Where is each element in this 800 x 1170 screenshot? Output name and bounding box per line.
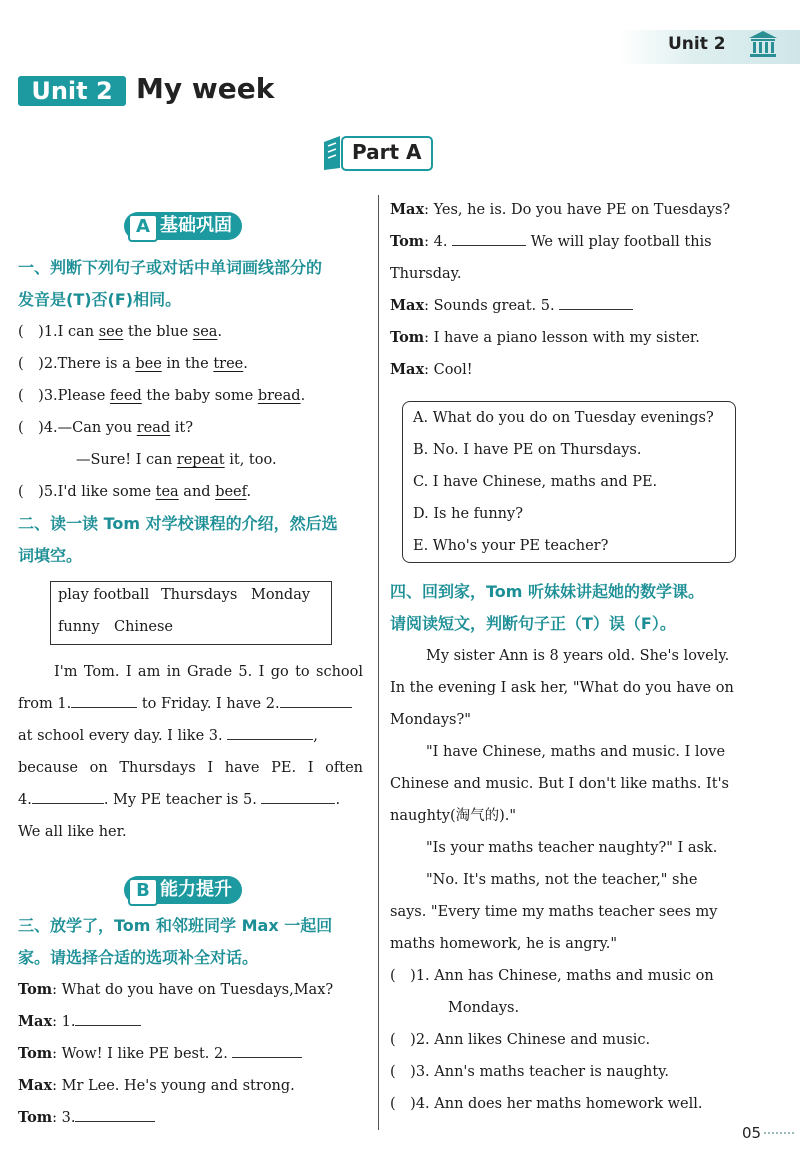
section-b-badge (124, 876, 242, 904)
word-option: Chinese (114, 619, 174, 635)
dialog-line (390, 226, 742, 258)
answer-bracket[interactable]: ( ) (18, 324, 44, 340)
q4-item-continued: Mondays. (448, 1000, 520, 1016)
blank-4[interactable] (452, 227, 526, 246)
option-b: B. No. I have PE on Thursdays. (413, 442, 642, 458)
dialog-line (18, 1006, 368, 1038)
q4-item (390, 1088, 742, 1120)
dialog-line (390, 290, 742, 322)
text: the baby some (141, 388, 258, 404)
q1-item-continued (18, 444, 368, 476)
text: What do you have on Tuesdays,Max? (61, 982, 334, 998)
text: I'd like some (57, 484, 156, 500)
text: We all like her. (18, 824, 127, 840)
underlined-word: beef (215, 484, 247, 500)
speaker: Tom (18, 981, 53, 998)
text: . (246, 484, 252, 500)
section-b-letter: B (128, 878, 158, 906)
blank-3[interactable] (227, 721, 313, 740)
page-number: 05 (742, 1124, 762, 1142)
page-title: My week (136, 72, 275, 105)
dialog-line (18, 1070, 368, 1102)
text: I'm Tom. I am in Grade 5. I go to school (54, 664, 363, 680)
blank-4[interactable] (32, 785, 104, 804)
blank-1[interactable] (71, 689, 137, 708)
speaker: Max (390, 201, 425, 218)
speaker: Max (390, 361, 425, 378)
passage-line: says. "Every time my maths teacher sees my (390, 904, 718, 920)
text: 4. (433, 234, 448, 250)
text: in the (161, 356, 214, 372)
word-option: Thursdays (161, 587, 238, 603)
answer-bracket[interactable]: ( ) (390, 1032, 416, 1048)
text: it, too. (224, 452, 277, 468)
text: 3. (61, 1110, 76, 1126)
speaker: Tom (18, 1109, 53, 1126)
speaker: Tom (390, 329, 425, 346)
passage-line (18, 816, 363, 848)
underlined-word: tea (155, 484, 179, 500)
underlined-word: repeat (176, 452, 225, 468)
section-a-letter: A (128, 214, 158, 242)
text: because on Thursdays I have PE. I often (18, 760, 363, 776)
q3-dialog-right (390, 194, 742, 386)
colon: : (52, 1046, 62, 1062)
colon: : (52, 1078, 62, 1094)
option-e: E. Who's your PE teacher? (413, 538, 609, 554)
q4-heading-line1: 四、回到家，Tom 听妹妹讲起她的数学课。 (390, 582, 705, 601)
passage-line: "No. It's maths, not the teacher," she (426, 872, 698, 888)
text: I can (57, 324, 99, 340)
passage-line (18, 656, 363, 688)
option-d: D. Is he funny? (413, 506, 523, 522)
text: . (243, 356, 248, 372)
underlined-word: see (98, 324, 124, 340)
underlined-word: bee (135, 356, 162, 372)
passage-line: naughty(淘气的)." (390, 808, 517, 824)
underlined-word: read (136, 420, 171, 436)
word-box (50, 581, 332, 645)
text: from 1. (18, 696, 72, 712)
option-a: A. What do you do on Tuesday evenings? (413, 410, 714, 426)
passage-line: maths homework, he is angry." (390, 936, 618, 952)
text: and (178, 484, 216, 500)
answer-bracket[interactable]: ( ) (18, 484, 44, 500)
text: it? (170, 420, 194, 436)
dialog-line (18, 1102, 368, 1134)
q2-heading-line2: 词填空。 (18, 546, 83, 565)
q3-heading-line2: 家。请选择合适的选项补全对话。 (18, 948, 259, 967)
answer-bracket[interactable]: ( ) (390, 1064, 416, 1080)
item-number: 3. (43, 388, 58, 404)
item-text: 1. Ann has Chinese, maths and music on (415, 968, 714, 984)
text: —Sure! I can (76, 452, 177, 468)
q1-item (18, 348, 368, 380)
passage-line: "Is your maths teacher naughty?" I ask. (426, 840, 718, 856)
answer-bracket[interactable]: ( ) (18, 356, 44, 372)
part-label: Part A (352, 140, 422, 164)
passage-line: My sister Ann is 8 years old. She's lovely. (426, 648, 730, 664)
text: the blue (123, 324, 193, 340)
colon: : (424, 234, 434, 250)
answer-bracket[interactable]: ( ) (390, 1096, 416, 1112)
building-icon (748, 30, 778, 58)
unit-tab: Unit 2 (668, 34, 726, 54)
text: Mr Lee. He's young and strong. (61, 1078, 295, 1094)
answer-bracket[interactable]: ( ) (18, 420, 44, 436)
q1-heading-line1: 一、判断下列句子或对话中单词画线部分的 (18, 258, 323, 277)
q1-block (18, 252, 368, 572)
text: Sounds great. 5. (433, 298, 555, 314)
word-option: Monday (251, 587, 311, 603)
q4-heading-line2: 请阅读短文，判断句子正（T）误（F）。 (390, 614, 676, 633)
passage-line: "I have Chinese, maths and music. I love (426, 744, 726, 760)
text: —Can you (57, 420, 137, 436)
speaker: Max (18, 1013, 53, 1030)
dialog-line (390, 322, 742, 354)
dialog-line (390, 354, 742, 386)
text: to Friday. I have 2. (141, 696, 280, 712)
page-number-rule (764, 1132, 794, 1134)
passage-line (18, 688, 363, 720)
q2-heading-line1: 二、读一读 Tom 对学校课程的介绍，然后选 (18, 514, 338, 533)
text: . (217, 324, 223, 340)
answer-bracket[interactable]: ( ) (390, 968, 416, 984)
passage-line: Chinese and music. But I don't like maths. It's (390, 776, 729, 792)
word-option: funny (58, 619, 100, 635)
text: 1. (61, 1014, 76, 1030)
column-divider (378, 195, 379, 1130)
section-b-label: 能力提升 (160, 879, 232, 900)
speaker: Max (390, 297, 425, 314)
q4-block (390, 576, 742, 1120)
colon: : (424, 362, 434, 378)
blank-2[interactable] (280, 689, 352, 708)
passage-line: Mondays?" (390, 712, 471, 728)
blank-5[interactable] (261, 785, 335, 804)
colon: : (52, 982, 62, 998)
text: 4. (18, 792, 32, 808)
dialog-line (390, 194, 742, 226)
blank-2[interactable] (232, 1039, 302, 1058)
item-number: 4. (43, 420, 58, 436)
item-number: 1. (43, 324, 58, 340)
options-box (402, 401, 736, 563)
text: There is a (57, 356, 136, 372)
item-text: 2. Ann likes Chinese and music. (415, 1032, 651, 1048)
item-number: 2. (43, 356, 58, 372)
q2-passage (18, 656, 363, 848)
passage-line (18, 752, 363, 784)
dialog-line (390, 258, 742, 290)
text: at school every day. I like 3. (18, 728, 223, 744)
text: , (313, 728, 318, 744)
q1-item (18, 316, 368, 348)
colon: : (52, 1014, 62, 1030)
speaker: Max (18, 1077, 53, 1094)
passage-line (18, 720, 363, 752)
text: We will play football this (530, 234, 712, 250)
q4-item (390, 1056, 742, 1088)
option-c: C. I have Chinese, maths and PE. (413, 474, 658, 490)
q4-item (390, 1024, 742, 1056)
q3-block (18, 910, 368, 1134)
text: Cool! (433, 362, 473, 378)
text: . My PE teacher is 5. (103, 792, 257, 808)
dialog-line (18, 1038, 368, 1070)
underlined-word: bread (257, 388, 301, 404)
text: . (300, 388, 306, 404)
underlined-word: feed (109, 388, 142, 404)
text: Wow! I like PE best. 2. (61, 1046, 228, 1062)
passage-line: In the evening I ask her, "What do you have on (390, 680, 734, 696)
q3-heading-line1: 三、放学了，Tom 和邻班同学 Max 一起回 (18, 916, 333, 935)
blank-5[interactable] (559, 291, 633, 310)
colon: : (424, 202, 434, 218)
text: . (335, 792, 341, 808)
item-text: 4. Ann does her maths homework well. (415, 1096, 703, 1112)
blank-1[interactable] (75, 1007, 141, 1026)
q1-item (18, 476, 368, 508)
text: Yes, he is. Do you have PE on Tuesdays? (433, 202, 731, 218)
section-a-label: 基础巩固 (160, 215, 232, 236)
item-number: 5. (43, 484, 58, 500)
q1-heading-line2: 发音是(T)否(F)相同。 (18, 290, 182, 309)
unit-label: Unit 2 (18, 76, 126, 106)
text: Thursday. (390, 266, 462, 282)
speaker: Tom (390, 233, 425, 250)
word-option: play football (58, 587, 150, 603)
blank-3[interactable] (75, 1103, 155, 1122)
colon: : (424, 330, 434, 346)
text: I have a piano lesson with my sister. (433, 330, 700, 346)
passage-line (18, 784, 363, 816)
colon: : (424, 298, 434, 314)
q4-item (390, 960, 742, 992)
section-a-badge (124, 212, 242, 240)
dialog-line (18, 974, 368, 1006)
text: Please (57, 388, 110, 404)
answer-bracket[interactable]: ( ) (18, 388, 44, 404)
underlined-word: tree (213, 356, 244, 372)
underlined-word: sea (192, 324, 218, 340)
q1-item (18, 412, 368, 444)
item-text: 3. Ann's maths teacher is naughty. (415, 1064, 670, 1080)
speaker: Tom (18, 1045, 53, 1062)
q1-item (18, 380, 368, 412)
colon: : (52, 1110, 62, 1126)
